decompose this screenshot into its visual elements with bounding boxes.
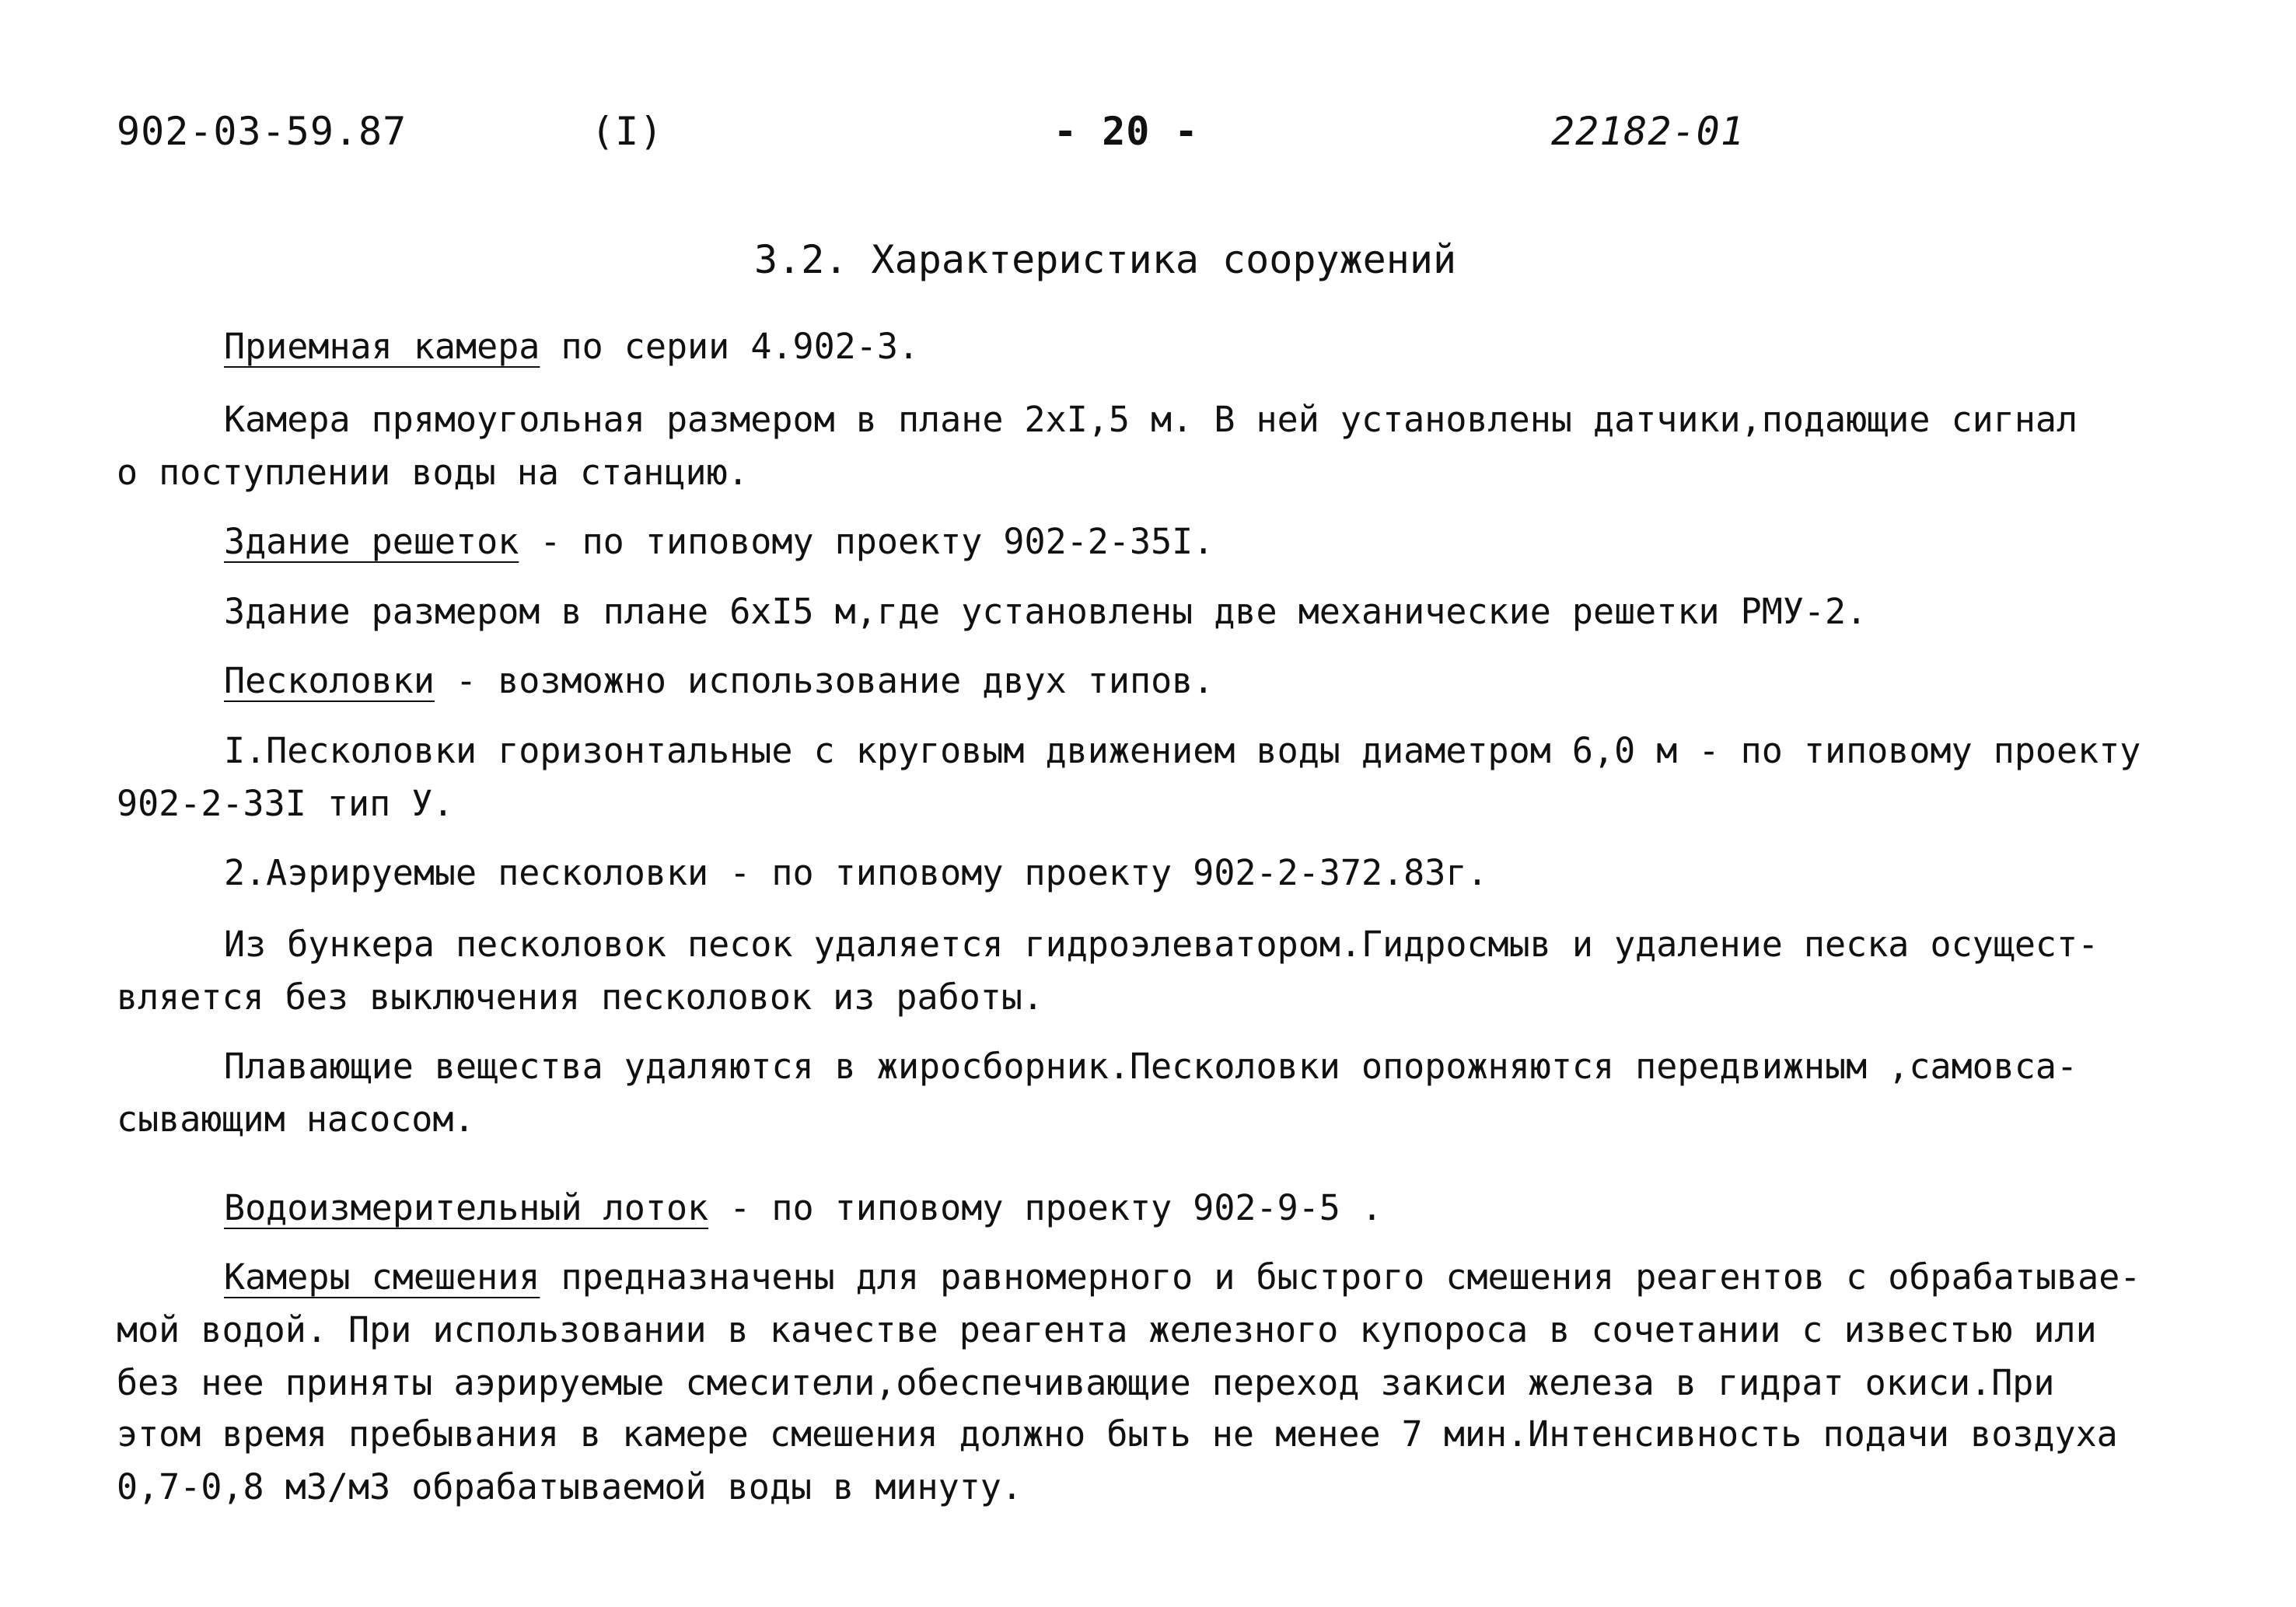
- sand-traps-term: Песколовки: [224, 660, 435, 701]
- receiving-chamber-line: Камера прямоугольная размером в плане 2хI,5 м. В ней установлены датчики,подающие сигнал: [224, 399, 2078, 440]
- project-code: 22182-01: [1551, 109, 1745, 154]
- sand-traps-paragraph: Плавающие вещества удаляются в жиросборник.Песколовки опорожняются передвижным ,самовса-: [224, 1046, 2078, 1087]
- receiving-chamber-heading-rest: по серии 4.902-3.: [540, 326, 920, 367]
- receiving-chamber-heading: [224, 326, 920, 367]
- mixing-chambers-line: мой водой. При использовании в качестве реагента железного купороса в сочетании с известью или: [117, 1309, 2097, 1350]
- sand-traps-item-2: 2.Аэрируемые песколовки - по типовому проекту 902-2-372.83г.: [224, 852, 1488, 893]
- mixing-chambers-term: Камеры смешения: [224, 1256, 540, 1298]
- page-number: - 20 -: [1054, 109, 1199, 154]
- screen-building-line: Здание размером в плане 6хI5 м,где установлены две механические решетки РМУ-2.: [224, 591, 1868, 632]
- receiving-chamber-line: о поступлении воды на станцию.: [117, 452, 749, 493]
- mixing-chambers-line: этом время пребывания в камере смешения должно быть не менее 7 мин.Интенсивность подачи воздуха: [117, 1413, 2118, 1455]
- flume-heading: [224, 1187, 1383, 1228]
- sand-traps-heading-rest: - возможно использование двух типов.: [434, 660, 1214, 701]
- section-title: 3.2. Характеристика сооружений: [754, 237, 1457, 282]
- mixing-chambers-line: без нее приняты аэрируемые смесители,обеспечивающие переход закиси железа в гидрат окиси.При: [117, 1362, 2055, 1403]
- sand-traps-item-1: I.Песколовки горизонтальные с круговым движением воды диаметром 6,0 м - по типовому проекту: [224, 730, 2141, 771]
- screen-building-heading: [224, 521, 1214, 562]
- doc-number: 902-03-59.87: [117, 109, 407, 154]
- volume-number: (I): [591, 109, 664, 154]
- screen-building-heading-rest: - по типовому проекту 902-2-35I.: [519, 521, 1214, 562]
- mixing-chambers-line: 0,7-0,8 м3/м3 обрабатываемой воды в минуту.: [117, 1466, 1022, 1507]
- sand-traps-item-1-cont: 902-2-33I тип У.: [117, 783, 454, 824]
- flume-heading-rest: - по типовому проекту 902-9-5 .: [708, 1187, 1383, 1228]
- receiving-chamber-term: Приемная камера: [224, 326, 540, 367]
- sand-traps-paragraph: вляется без выключения песколовок из работы.: [117, 976, 1044, 1018]
- mixing-chambers-line-rest: предназначены для равномерного и быстрого смешения реагентов с обрабатывае-: [540, 1256, 2141, 1298]
- sand-traps-heading: [224, 660, 1214, 701]
- sand-traps-paragraph: Из бункера песколовок песок удаляется гидроэлеватором.Гидросмыв и удаление песка осущест-: [224, 924, 2099, 965]
- mixing-chambers-heading: [224, 1256, 2141, 1298]
- sand-traps-paragraph: сывающим насосом.: [117, 1099, 475, 1140]
- flume-term: Водоизмерительный лоток: [224, 1187, 709, 1228]
- screen-building-term: Здание решеток: [224, 521, 519, 562]
